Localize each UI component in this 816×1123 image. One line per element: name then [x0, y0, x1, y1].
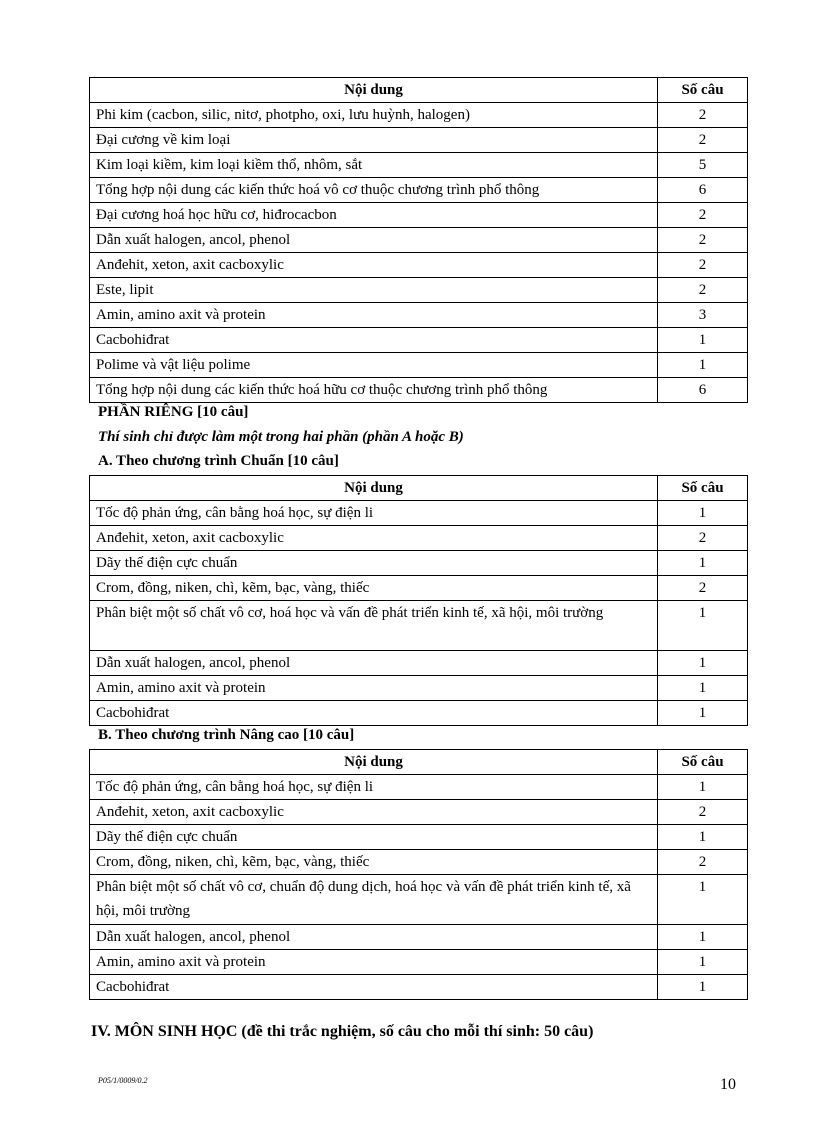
table-row [90, 676, 748, 701]
table-row [90, 303, 748, 328]
row-count: 2 [658, 128, 748, 153]
row-count: 6 [658, 378, 748, 403]
row-count: 1 [658, 328, 748, 353]
row-content: Tốc độ phản ứng, cân bằng hoá học, sự điện li [90, 775, 658, 800]
row-content: Polime và vật liệu polime [90, 353, 658, 378]
table-part-a [89, 475, 748, 726]
row-content: Phi kim (cacbon, silic, nitơ, photpho, oxi, lưu huỳnh, halogen) [90, 103, 658, 128]
table-row [90, 950, 748, 975]
separate-instruction: Thí sinh chỉ được làm một trong hai phần (phần A hoặc B) [98, 429, 464, 445]
table-row [90, 328, 748, 353]
row-count: 2 [658, 203, 748, 228]
row-count: 1 [658, 975, 748, 1000]
section-iv-title: IV. MÔN SINH HỌC (đề thi trắc nghiệm, số câu cho mỗi thí sinh: 50 câu) [91, 1023, 594, 1040]
row-count: 1 [658, 601, 748, 651]
table-row [90, 975, 748, 1000]
row-count: 2 [658, 576, 748, 601]
row-count: 1 [658, 775, 748, 800]
table-row [90, 178, 748, 203]
row-content: Dẫn xuất halogen, ancol, phenol [90, 925, 658, 950]
row-count: 1 [658, 551, 748, 576]
row-count: 2 [658, 253, 748, 278]
row-content: Cacbohiđrat [90, 975, 658, 1000]
row-content: Crom, đồng, niken, chì, kẽm, bạc, vàng, thiếc [90, 576, 658, 601]
row-content: Tốc độ phản ứng, cân bằng hoá học, sự điện li [90, 501, 658, 526]
row-count: 1 [658, 501, 748, 526]
row-count: 2 [658, 526, 748, 551]
row-content: Đại cương về kim loại [90, 128, 658, 153]
table-header-row [90, 750, 748, 775]
row-count: 3 [658, 303, 748, 328]
row-content: Dẫn xuất halogen, ancol, phenol [90, 651, 658, 676]
row-count: 1 [658, 701, 748, 726]
table-row [90, 775, 748, 800]
table-row [90, 850, 748, 875]
row-content: Dẫn xuất halogen, ancol, phenol [90, 228, 658, 253]
table-row [90, 925, 748, 950]
header-content: Nội dung [90, 750, 658, 775]
row-count: 2 [658, 278, 748, 303]
row-content: Phân biệt một số chất vô cơ, hoá học và vấn đề phát triển kinh tế, xã hội, môi trường [90, 601, 658, 651]
row-content: Este, lipit [90, 278, 658, 303]
table-general [89, 77, 748, 403]
row-content: Amin, amino axit và protein [90, 303, 658, 328]
row-count: 2 [658, 850, 748, 875]
table-header-row [90, 78, 748, 103]
header-content: Nội dung [90, 78, 658, 103]
row-content: Phân biệt một số chất vô cơ, chuẩn độ dung dịch, hoá học và vấn đề phát triển kinh tế, xã hội, môi trường [90, 875, 658, 925]
table-row [90, 651, 748, 676]
row-count: 2 [658, 103, 748, 128]
row-count: 1 [658, 651, 748, 676]
header-count: Số câu [658, 78, 748, 103]
table-row [90, 153, 748, 178]
row-count: 1 [658, 925, 748, 950]
table-row [90, 576, 748, 601]
header-count: Số câu [658, 750, 748, 775]
row-content: Cacbohiđrat [90, 328, 658, 353]
row-content: Amin, amino axit và protein [90, 950, 658, 975]
row-count: 1 [658, 875, 748, 925]
page-number: 10 [720, 1076, 736, 1093]
row-content: Amin, amino axit và protein [90, 676, 658, 701]
header-count: Số câu [658, 476, 748, 501]
row-content: Tổng hợp nội dung các kiến thức hoá hữu cơ thuộc chương trình phổ thông [90, 378, 658, 403]
row-content: Anđehit, xeton, axit cacboxylic [90, 800, 658, 825]
row-content: Tổng hợp nội dung các kiến thức hoá vô cơ thuộc chương trình phổ thông [90, 178, 658, 203]
part-b-title: B. Theo chương trình Nâng cao [10 câu] [98, 727, 355, 743]
row-count: 1 [658, 353, 748, 378]
table-row [90, 800, 748, 825]
table-row [90, 875, 748, 925]
table-row [90, 203, 748, 228]
table-row [90, 278, 748, 303]
row-content: Dãy thế điện cực chuẩn [90, 551, 658, 576]
row-count: 1 [658, 825, 748, 850]
header-content: Nội dung [90, 476, 658, 501]
row-count: 5 [658, 153, 748, 178]
table-row [90, 228, 748, 253]
table-row [90, 378, 748, 403]
row-count: 2 [658, 800, 748, 825]
table-row [90, 701, 748, 726]
table-row [90, 551, 748, 576]
row-count: 2 [658, 228, 748, 253]
table-row [90, 601, 748, 651]
row-content: Đại cương hoá học hữu cơ, hiđrocacbon [90, 203, 658, 228]
row-content: Anđehit, xeton, axit cacboxylic [90, 526, 658, 551]
row-count: 1 [658, 950, 748, 975]
row-content: Cacbohiđrat [90, 701, 658, 726]
table-row [90, 501, 748, 526]
part-a-title: A. Theo chương trình Chuẩn [10 câu] [98, 453, 339, 469]
table-row [90, 353, 748, 378]
row-content: Dãy thế điện cực chuẩn [90, 825, 658, 850]
table-header-row [90, 476, 748, 501]
row-content: Anđehit, xeton, axit cacboxylic [90, 253, 658, 278]
table-row [90, 103, 748, 128]
table-row [90, 825, 748, 850]
table-row [90, 253, 748, 278]
row-count: 6 [658, 178, 748, 203]
row-content: Crom, đồng, niken, chì, kẽm, bạc, vàng, thiếc [90, 850, 658, 875]
footer-code: P05/1/0009/0.2 [98, 1076, 148, 1085]
row-count: 1 [658, 676, 748, 701]
table-row [90, 526, 748, 551]
row-content: Kim loại kiềm, kim loại kiềm thổ, nhôm, sắt [90, 153, 658, 178]
table-row [90, 128, 748, 153]
table-part-b [89, 749, 748, 1000]
separate-section-title: PHẦN RIÊNG [10 câu] [98, 404, 249, 420]
